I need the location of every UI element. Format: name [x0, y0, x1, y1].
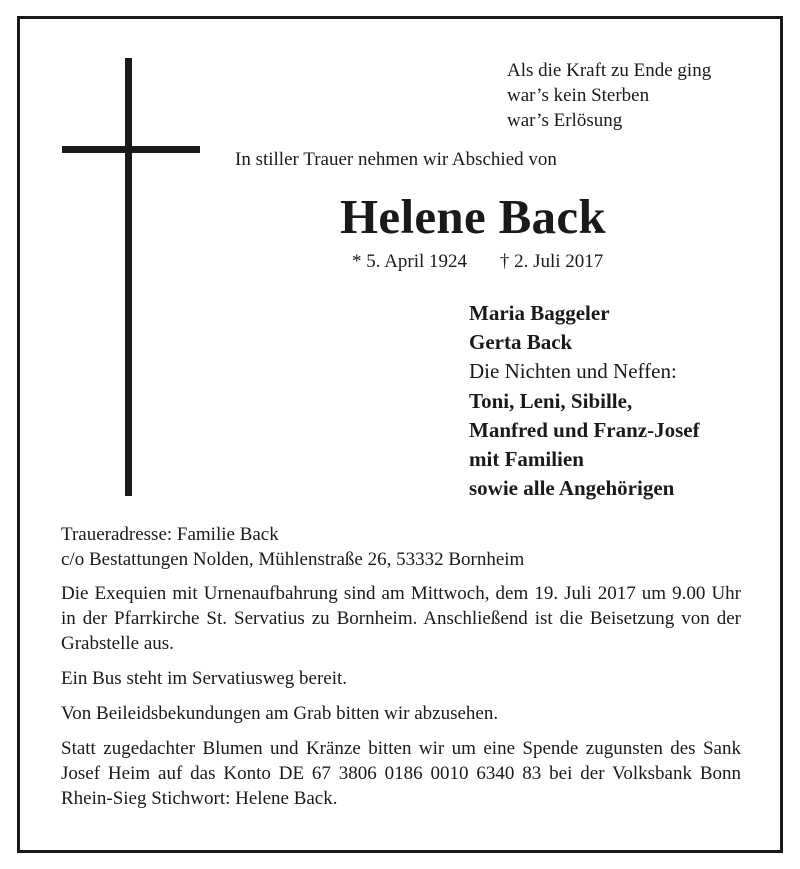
- life-dates: [352, 249, 603, 274]
- address-line: Traueradresse: Familie Back: [61, 524, 279, 545]
- mourner-line: Maria Baggeler: [469, 301, 610, 325]
- mourner-line: mit Familien: [469, 447, 584, 472]
- cross-icon: [125, 58, 132, 496]
- address-line: c/o Bestattungen Nolden, Mühlenstraße 26, 53332 Bornheim: [61, 549, 525, 570]
- mourners-list: [469, 299, 700, 503]
- notice-body: [61, 522, 741, 811]
- poem: [507, 58, 711, 133]
- poem-line: war’s Erlösung: [507, 110, 623, 131]
- mourner-line: Die Nichten und Neffen:: [469, 359, 677, 384]
- mourner-line: Toni, Leni, Sibille,: [469, 388, 633, 413]
- mourner-line: sowie alle Angehörigen: [469, 476, 675, 501]
- cross-icon-crossbar: [62, 146, 200, 153]
- donation-paragraph: Statt zugedachter Blumen und Kränze bitten wir um eine Spende zugunsten des Sank Josef Heim auf das Konto DE 67 3806 0186 0010 6340 83 bei der Volksbank Bonn Rhein-Sieg Stichwort: Helene Back.: [61, 738, 741, 809]
- exequien-paragraph: Die Exequien mit Urnenaufbahrung sind am Mittwoch, dem 19. Juli 2017 um 9.00 Uhr in der Pfarrkirche St. Servatius zu Bornheim. Anschließend ist die Beisetzung von der Grabstelle aus.: [61, 583, 741, 654]
- bus-paragraph: Ein Bus steht im Servatiusweg bereit.: [61, 668, 348, 689]
- birth-date: * 5. April 1924: [352, 251, 468, 272]
- condolences-paragraph: Von Beileidsbekundungen am Grab bitten wir abzusehen.: [61, 703, 499, 724]
- mourner-line: Manfred und Franz-Josef: [469, 417, 700, 442]
- intro-text: In stiller Trauer nehmen wir Abschied von: [235, 149, 557, 170]
- deceased-name: Helene Back: [340, 189, 606, 244]
- poem-line: Als die Kraft zu Ende ging: [507, 60, 712, 81]
- poem-line: war’s kein Sterben: [507, 85, 650, 106]
- death-date: † 2. Juli 2017: [499, 251, 604, 272]
- mourner-line: Gerta Back: [469, 330, 573, 355]
